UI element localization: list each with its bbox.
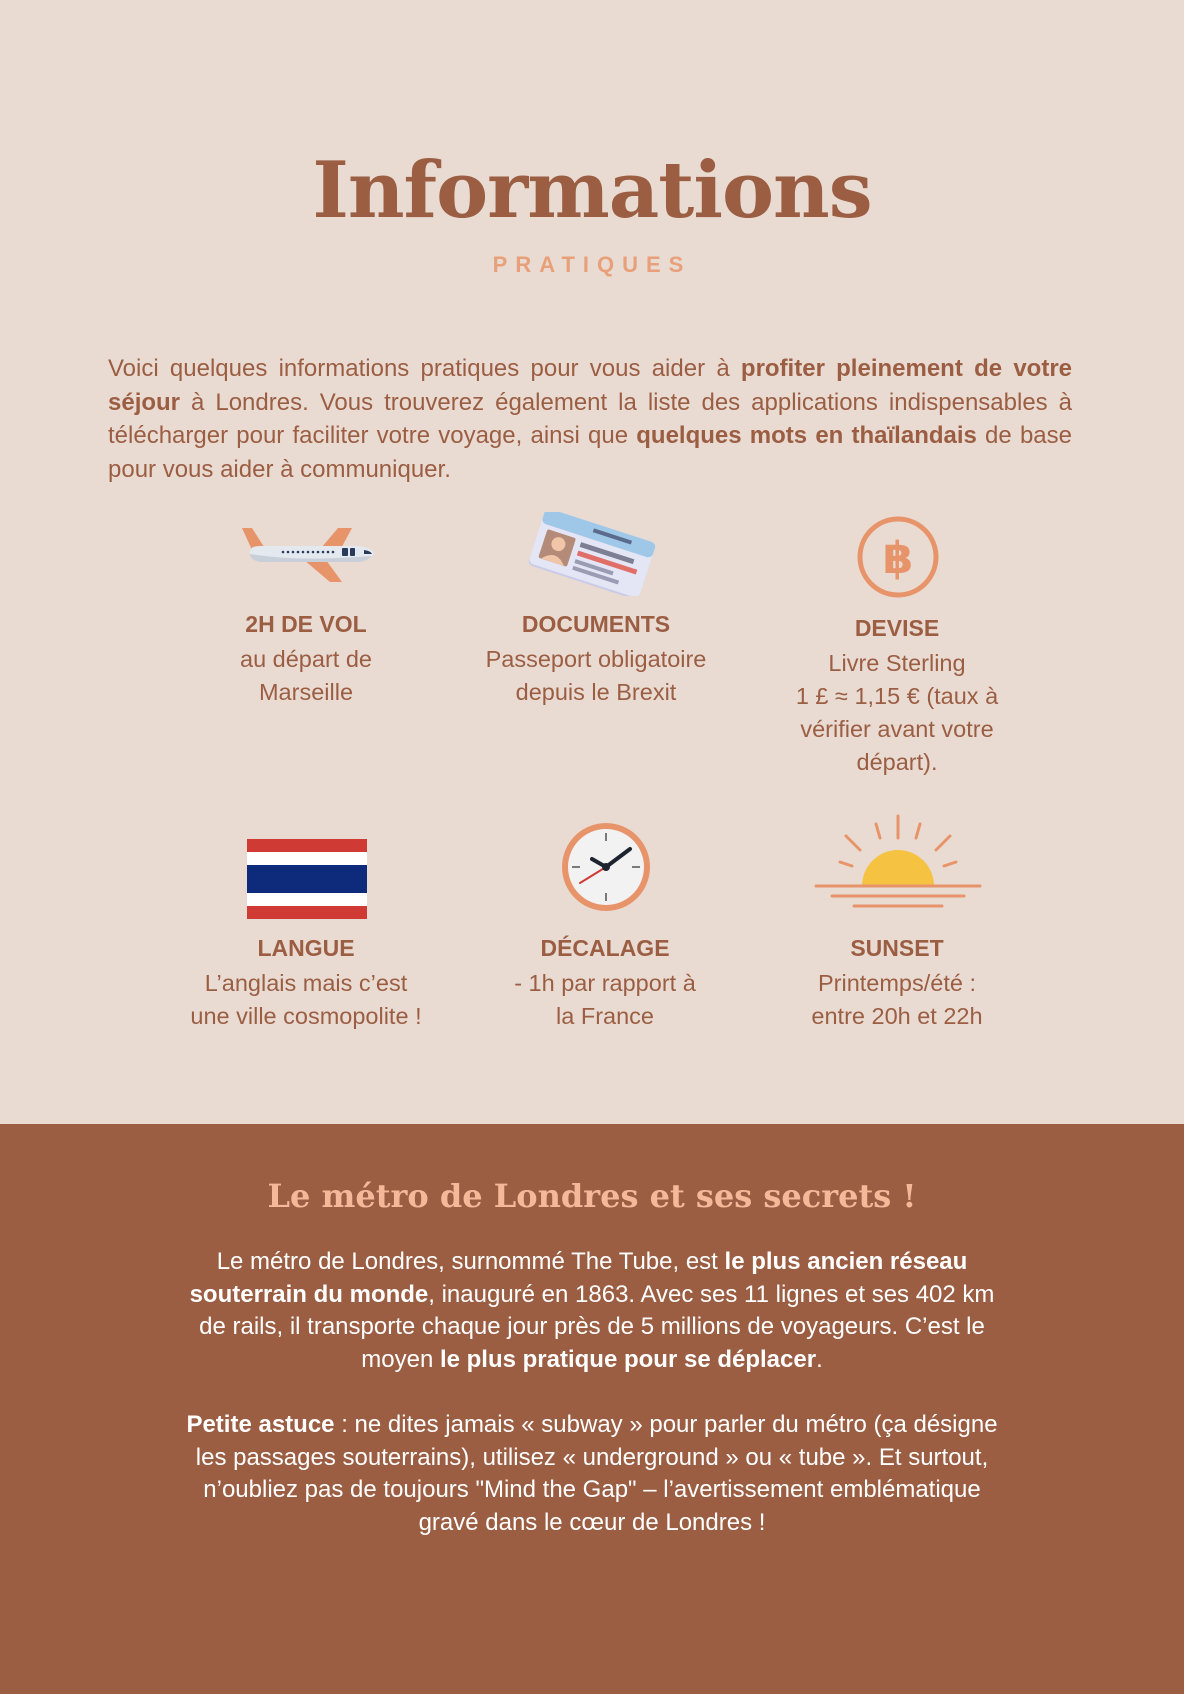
timezone-line-2: la France — [556, 1003, 654, 1029]
thai-flag-icon — [247, 839, 367, 919]
documents-info — [446, 608, 746, 709]
metro-p1-text-2: , inauguré en 1863. Avec ses 11 lignes et ses 402 km de rails, il transporte chaque jour près de 5 millions de voyageurs. C’est le moyen — [199, 1280, 995, 1373]
currency-info — [747, 612, 1047, 779]
currency-line-3: vérifier avant votre — [800, 716, 994, 742]
metro-section — [0, 1124, 1184, 1694]
currency-label: DEVISE — [854, 615, 940, 641]
metro-p2-text-1: : ne dites jamais « subway » pour parler du métro (ça désigne les passages souterrains), utilisez « underground » ou « tube ». Et surtout, n’oubliez pas de toujours "Mind the Gap" – l’avertissement emblématique gravé dans le cœur de Londres ! — [195, 1411, 998, 1536]
id-card-icon — [526, 512, 658, 596]
flight-label: 2H DE VOL — [245, 611, 367, 637]
documents-label: DOCUMENTS — [521, 611, 671, 637]
intro-text-3: de base pour vous aider à communiquer. — [108, 422, 1072, 483]
language-line-2: une ville cosmopolite ! — [190, 1003, 422, 1029]
sunset-line-1: Printemps/été : — [817, 970, 977, 996]
intro-bold-2: quelques mots en thaïlandais — [636, 422, 977, 449]
sunset-line-2: entre 20h et 22h — [811, 1003, 983, 1029]
baht-coin-icon — [856, 515, 940, 599]
metro-paragraph-1 — [176, 1246, 1008, 1376]
airplane-icon — [238, 524, 376, 586]
sunset-icon — [814, 812, 982, 912]
flight-info — [156, 608, 456, 709]
timezone-info — [455, 932, 755, 1033]
timezone-line-1: - 1h par rapport à — [514, 970, 696, 996]
language-line-1: L’anglais mais c’est — [204, 970, 408, 996]
documents-line-1: Passeport obligatoire — [485, 646, 707, 672]
documents-line-2: depuis le Brexit — [515, 679, 677, 705]
currency-line-1: Livre Sterling — [828, 650, 966, 676]
page-title: Informations — [312, 145, 872, 236]
metro-title: Le métro de Londres et ses secrets ! — [267, 1177, 917, 1215]
language-info — [156, 932, 456, 1033]
intro-text-1: Voici quelques informations pratiques pour vous aider à — [108, 355, 741, 382]
metro-p1-text-3: . — [816, 1345, 823, 1373]
sunset-label: SUNSET — [850, 935, 944, 961]
language-label: LANGUE — [257, 935, 355, 961]
metro-paragraph-2 — [176, 1409, 1008, 1539]
metro-p1-text-1: Le métro de Londres, surnommé The Tube, est — [216, 1248, 725, 1275]
flight-line-1: au départ de — [240, 646, 372, 672]
flight-line-2: Marseille — [258, 679, 354, 705]
metro-p1-bold-1: le plus ancien réseau souterrain du monde — [189, 1248, 968, 1308]
baht-symbol: ฿ — [882, 533, 914, 584]
page-subtitle: PRATIQUES — [492, 252, 692, 277]
metro-p2-bold-1: Petite astuce — [186, 1411, 335, 1438]
timezone-label: DÉCALAGE — [540, 935, 670, 961]
intro-bold-1: profiter pleinement de votre séjour — [108, 355, 1073, 416]
intro-text-2: à Londres. Vous trouverez également la liste des applications indispensables à télécharger pour faciliter votre voyage, ainsi que — [108, 388, 1072, 449]
sunset-info — [747, 932, 1047, 1033]
currency-line-4: départ). — [856, 749, 938, 775]
intro-paragraph — [108, 352, 1072, 486]
clock-icon — [558, 819, 654, 915]
currency-line-2: 1 £ ≈ 1,15 € (taux à — [795, 683, 999, 709]
metro-p1-bold-2: le plus pratique pour se déplacer — [439, 1345, 817, 1373]
